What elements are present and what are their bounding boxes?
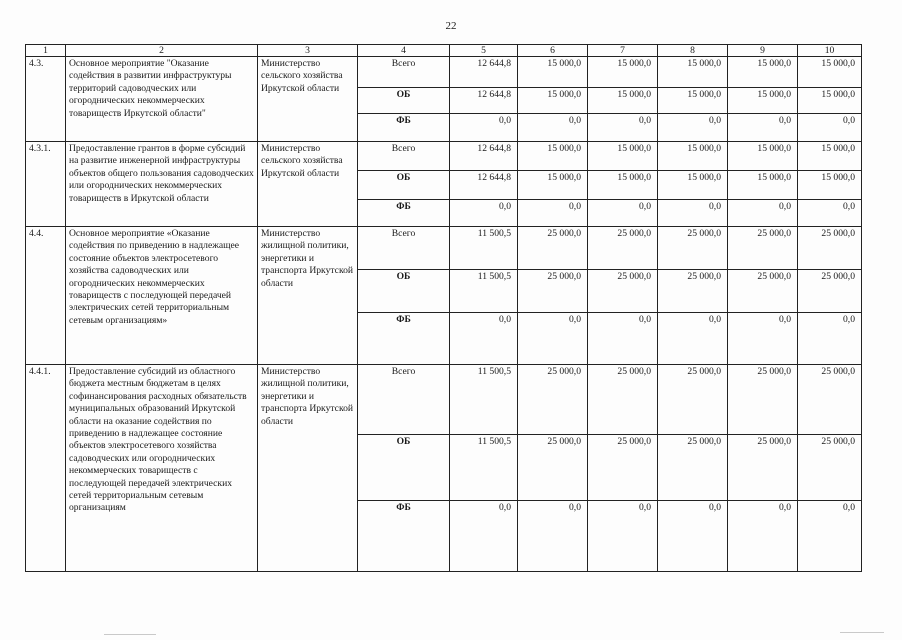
value-cell: 25 000,0 — [518, 270, 588, 313]
table-row — [26, 227, 862, 270]
value-cell: 15 000,0 — [798, 142, 862, 171]
value-cell: 15 000,0 — [518, 57, 588, 88]
column-header: 4 — [358, 45, 450, 57]
column-header: 3 — [258, 45, 358, 57]
column-header: 9 — [728, 45, 798, 57]
value-cell: 11 500,5 — [450, 227, 518, 270]
value-cell: 15 000,0 — [798, 171, 862, 200]
scan-artifact-line — [104, 634, 156, 635]
funding-source: ФБ — [358, 313, 450, 365]
funding-source: ОБ — [358, 270, 450, 313]
column-header: 8 — [658, 45, 728, 57]
value-cell: 25 000,0 — [798, 227, 862, 270]
value-cell: 0,0 — [450, 313, 518, 365]
item-code: 4.4. — [26, 227, 66, 365]
value-cell: 12 644,8 — [450, 142, 518, 171]
table-row — [26, 57, 862, 88]
value-cell: 0,0 — [518, 114, 588, 142]
column-header: 2 — [66, 45, 258, 57]
value-cell: 15 000,0 — [518, 88, 588, 114]
item-code: 4.3. — [26, 57, 66, 142]
funding-source: ОБ — [358, 88, 450, 114]
scan-artifact-line — [840, 632, 884, 633]
funding-source: Всего — [358, 227, 450, 270]
value-cell: 25 000,0 — [658, 365, 728, 435]
value-cell: 25 000,0 — [518, 365, 588, 435]
value-cell: 0,0 — [728, 200, 798, 227]
value-cell: 15 000,0 — [658, 142, 728, 171]
page-number: 22 — [445, 20, 457, 32]
value-cell: 0,0 — [450, 501, 518, 572]
value-cell: 25 000,0 — [658, 227, 728, 270]
item-code: 4.3.1. — [26, 142, 66, 227]
value-cell: 0,0 — [658, 114, 728, 142]
value-cell: 0,0 — [798, 501, 862, 572]
value-cell: 0,0 — [588, 313, 658, 365]
column-header: 10 — [798, 45, 862, 57]
value-cell: 0,0 — [798, 313, 862, 365]
value-cell: 25 000,0 — [658, 270, 728, 313]
value-cell: 0,0 — [588, 200, 658, 227]
funding-source: ОБ — [358, 171, 450, 200]
value-cell: 25 000,0 — [588, 365, 658, 435]
funding-source: Всего — [358, 365, 450, 435]
column-header: 1 — [26, 45, 66, 57]
column-header: 5 — [450, 45, 518, 57]
value-cell: 25 000,0 — [658, 435, 728, 501]
value-cell: 11 500,5 — [450, 270, 518, 313]
value-cell: 25 000,0 — [728, 435, 798, 501]
value-cell: 0,0 — [658, 200, 728, 227]
value-cell: 0,0 — [450, 200, 518, 227]
item-executor: Министерство сельского хозяйства Иркутской области — [258, 142, 358, 227]
value-cell: 12 644,8 — [450, 88, 518, 114]
value-cell: 15 000,0 — [588, 57, 658, 88]
value-cell: 0,0 — [450, 114, 518, 142]
column-number-row — [26, 45, 862, 57]
value-cell: 15 000,0 — [518, 142, 588, 171]
value-cell: 11 500,5 — [450, 435, 518, 501]
value-cell: 0,0 — [728, 501, 798, 572]
value-cell: 15 000,0 — [728, 171, 798, 200]
value-cell: 25 000,0 — [518, 227, 588, 270]
value-cell: 0,0 — [588, 501, 658, 572]
value-cell: 15 000,0 — [658, 57, 728, 88]
value-cell: 25 000,0 — [798, 365, 862, 435]
funding-source: ФБ — [358, 200, 450, 227]
value-cell: 0,0 — [728, 313, 798, 365]
funding-source: ОБ — [358, 435, 450, 501]
value-cell: 25 000,0 — [588, 435, 658, 501]
item-description: Предоставление субсидий из областного бюджета местным бюджетам в целях софинансирования расходных обязательств муниципальных образований Иркутской области на оказание содействия по приведению в надлежащее состояние объектов электросетевого хозяйства садоводческих или огороднических некоммерческих товариществ с последующей передачей электрических сетей территориальным сетевым организациям — [66, 365, 258, 572]
value-cell: 25 000,0 — [798, 435, 862, 501]
item-description: Основное мероприятие "Оказание содействия в развитии инфраструктуры территорий садоводческих или огороднических некоммерческих товариществ Иркутской области" — [66, 57, 258, 142]
item-executor: Министерство жилищной политики, энергетики и транспорта Иркутской области — [258, 227, 358, 365]
value-cell: 15 000,0 — [728, 57, 798, 88]
funding-source: Всего — [358, 142, 450, 171]
value-cell: 15 000,0 — [728, 142, 798, 171]
item-code: 4.4.1. — [26, 365, 66, 572]
item-description: Предоставление грантов в форме субсидий на развитие инженерной инфраструктуры объектов общего пользования садоводческих или огороднических некоммерческих товариществ в Иркутской области — [66, 142, 258, 227]
budget-table — [25, 44, 862, 572]
value-cell: 0,0 — [518, 200, 588, 227]
value-cell: 15 000,0 — [588, 88, 658, 114]
value-cell: 0,0 — [518, 501, 588, 572]
item-executor: Министерство жилищной политики, энергетики и транспорта Иркутской области — [258, 365, 358, 572]
item-executor: Министерство сельского хозяйства Иркутской области — [258, 57, 358, 142]
column-header: 6 — [518, 45, 588, 57]
value-cell: 25 000,0 — [588, 227, 658, 270]
table-row — [26, 142, 862, 171]
value-cell: 0,0 — [658, 313, 728, 365]
value-cell: 12 644,8 — [450, 57, 518, 88]
value-cell: 15 000,0 — [658, 88, 728, 114]
value-cell: 0,0 — [798, 200, 862, 227]
funding-source: ФБ — [358, 501, 450, 572]
value-cell: 25 000,0 — [728, 227, 798, 270]
value-cell: 0,0 — [798, 114, 862, 142]
value-cell: 25 000,0 — [728, 365, 798, 435]
value-cell: 0,0 — [518, 313, 588, 365]
item-description: Основное мероприятие «Оказание содействия по приведению в надлежащее состояние объектов электросетевого хозяйства садоводческих или огороднических некоммерческих товариществ с последующей передачей электрических сетей территориальным сетевым организациям» — [66, 227, 258, 365]
value-cell: 15 000,0 — [728, 88, 798, 114]
value-cell: 15 000,0 — [518, 171, 588, 200]
value-cell: 15 000,0 — [588, 142, 658, 171]
value-cell: 15 000,0 — [658, 171, 728, 200]
value-cell: 25 000,0 — [588, 270, 658, 313]
column-header: 7 — [588, 45, 658, 57]
funding-source: ФБ — [358, 114, 450, 142]
value-cell: 25 000,0 — [798, 270, 862, 313]
value-cell: 12 644,8 — [450, 171, 518, 200]
table-row — [26, 365, 862, 435]
value-cell: 15 000,0 — [588, 171, 658, 200]
value-cell: 0,0 — [588, 114, 658, 142]
value-cell: 25 000,0 — [518, 435, 588, 501]
funding-source: Всего — [358, 57, 450, 88]
value-cell: 0,0 — [728, 114, 798, 142]
value-cell: 11 500,5 — [450, 365, 518, 435]
value-cell: 15 000,0 — [798, 57, 862, 88]
value-cell: 0,0 — [658, 501, 728, 572]
value-cell: 25 000,0 — [728, 270, 798, 313]
value-cell: 15 000,0 — [798, 88, 862, 114]
